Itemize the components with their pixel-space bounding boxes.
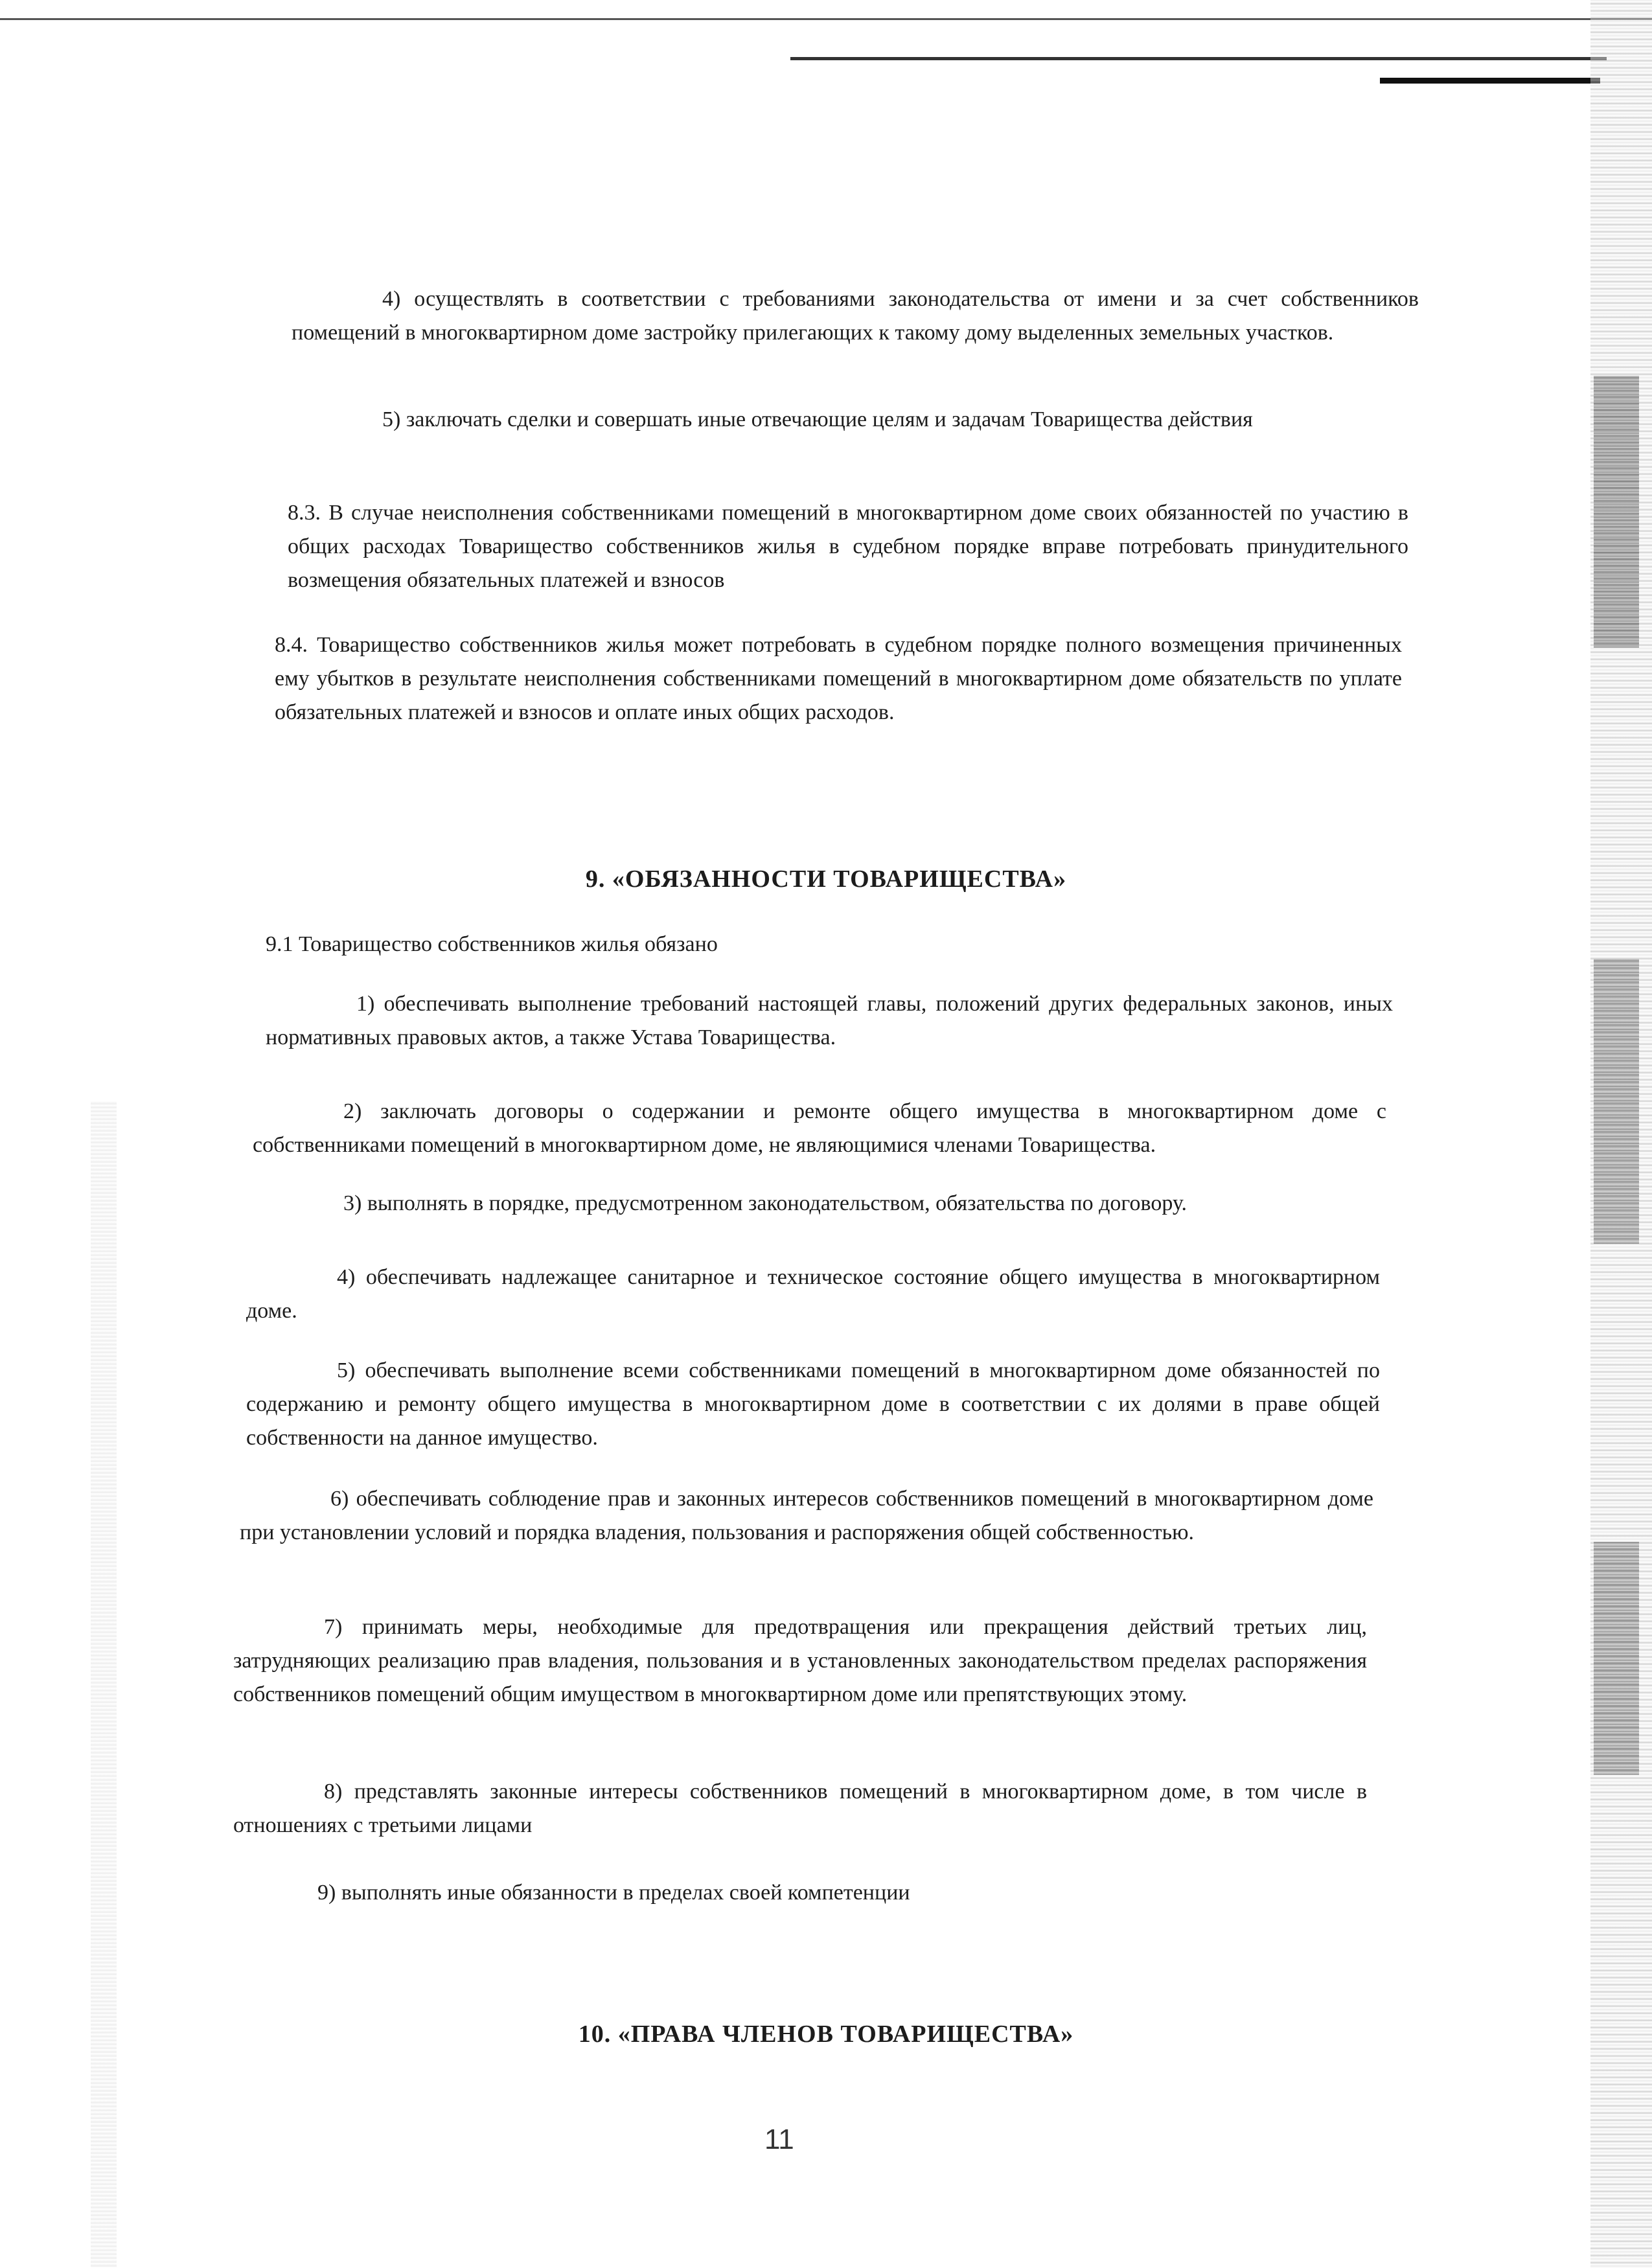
duty-item-8: 8) представлять законные интересы собственников помещений в многоквартирном доме, в том числе в отношениях с третьими лицами bbox=[233, 1780, 1367, 1837]
duty-item-3: 3) выполнять в порядке, предусмотренном законодательством, обязательства по договору. bbox=[343, 1191, 1187, 1215]
section-9-intro: 9.1 Товарищество собственников жилья обязано bbox=[266, 932, 718, 956]
duty-item-2: 2) заключать договоры о содержании и ремонте общего имущества в многоквартирном доме с собственниками помещений в многоквартирном доме, не являющимися членами Товарищества. bbox=[253, 1099, 1386, 1157]
page-number: 11 bbox=[764, 2124, 794, 2155]
scan-top-stroke-thick bbox=[1380, 78, 1600, 84]
duty-item-6: 6) обеспечивать соблюдение прав и законных интересов собственников помещений в многоквартирном доме при установлении условий и порядка владения, пользования и распоряжения общей собственностью. bbox=[240, 1487, 1373, 1544]
scan-top-line bbox=[0, 18, 1652, 20]
paragraph-8-4: 8.4. Товарищество собственников жилья может потребовать в судебном порядке полного возмещения причиненных ему убытков в результате неисполнения собственниками помещений в многоквартирном доме обязательств по уплате обязательных платежей и взносов и оплате иных общих расходов. bbox=[275, 633, 1402, 724]
duty-item-4: 4) обеспечивать надлежащее санитарное и техническое состояние общего имущества в многоквартирном доме. bbox=[246, 1265, 1380, 1323]
duty-item-1: 1) обеспечивать выполнение требований настоящей главы, положений других федеральных законов, иных нормативных правовых актов, а также Устава Товарищества. bbox=[266, 992, 1393, 1049]
section-10-heading: 10. «ПРАВА ЧЛЕНОВ ТОВАРИЩЕСТВА» bbox=[578, 2021, 1074, 2048]
duty-item-9: 9) выполнять иные обязанности в пределах своей компетенции bbox=[317, 1881, 910, 1905]
paragraph-8-3: 8.3. В случае неисполнения собственниками помещений в многоквартирном доме своих обязанностей по участию в общих расходах Товарищество собственников жилья в судебном порядке вправе потребовать принудительного возмещения обязательных платежей и взносов bbox=[288, 501, 1408, 592]
scan-top-stroke bbox=[790, 57, 1607, 60]
section-9-heading: 9. «ОБЯЗАННОСТИ ТОВАРИЩЕСТВА» bbox=[585, 865, 1067, 893]
scan-edge-dark-block-2 bbox=[1594, 959, 1639, 1244]
scan-edge-dark-block bbox=[1594, 376, 1639, 648]
duty-item-5: 5) обеспечивать выполнение всеми собственниками помещений в многоквартирном доме обязанностей по содержанию и ремонту общего имущества в многоквартирном доме в соответствии с их долями в праве общей собственности на данное имущество. bbox=[246, 1358, 1380, 1450]
duty-item-7: 7) принимать меры, необходимые для предотвращения или прекращения действий третьих лиц, затрудняющих реализацию прав владения, пользования и в установленных законодательством пределах распоряжения собственников помещений общим имуществом в многоквартирном доме или препятствующих этому. bbox=[233, 1615, 1367, 1706]
scan-left-noise bbox=[91, 1101, 117, 2267]
scan-edge-dark-block-3 bbox=[1594, 1542, 1639, 1775]
paragraph-5-transactions: 5) заключать сделки и совершать иные отвечающие целям и задачам Товарищества действия bbox=[382, 407, 1253, 431]
paragraph-4-development: 4) осуществлять в соответствии с требованиями законодательства от имени и за счет собственников помещений в многоквартирном доме застройку прилегающих к такому дому выделенных земельных участков. bbox=[292, 287, 1419, 345]
